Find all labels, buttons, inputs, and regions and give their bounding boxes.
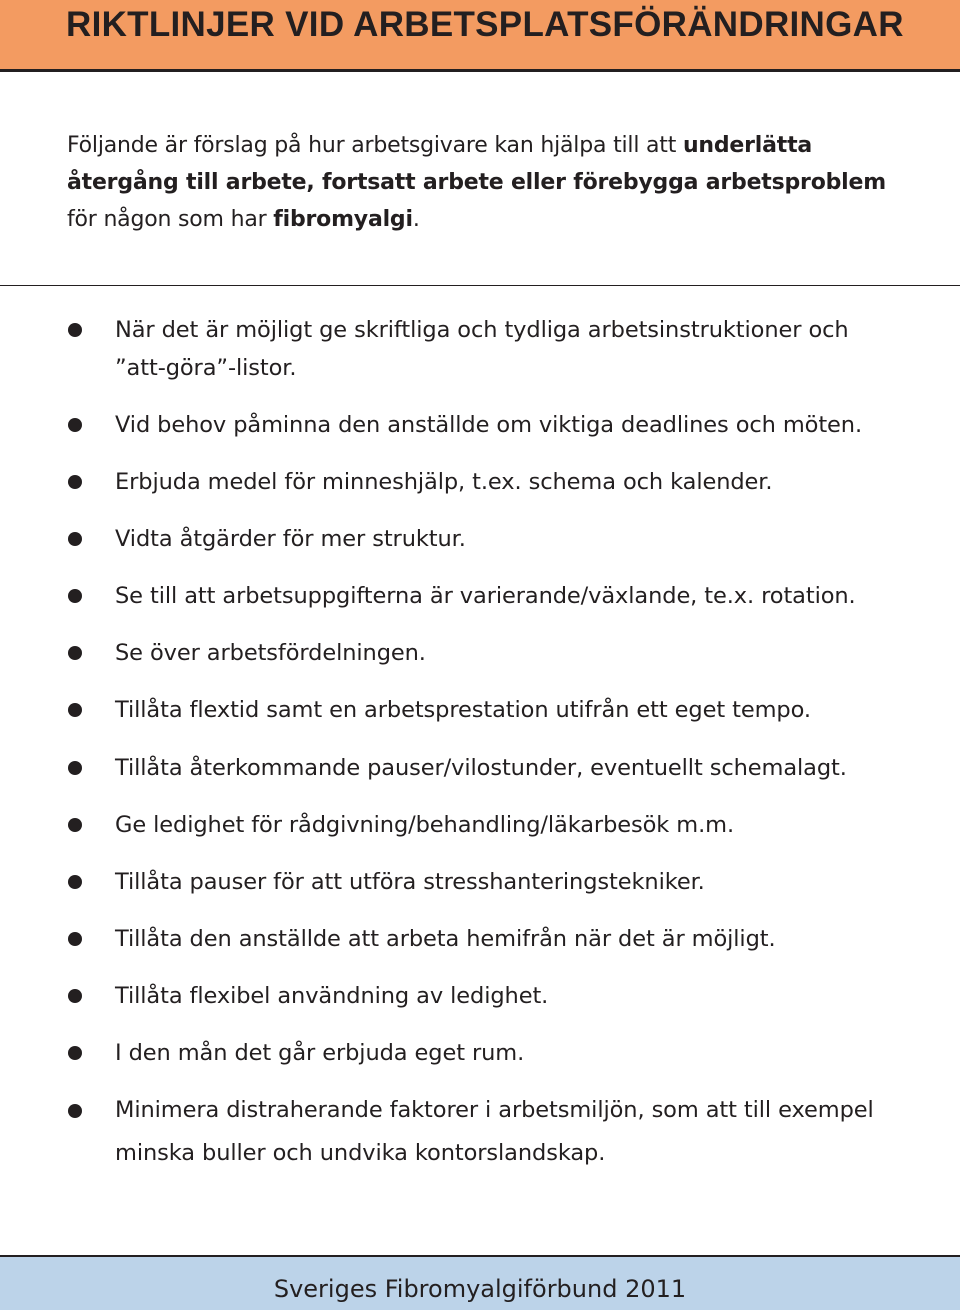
bullet-icon bbox=[68, 323, 82, 337]
list-item-text: Minimera distraherande faktorer i arbetsmiljön, som att till exempel minska buller och undvika kontorslandskap. bbox=[115, 1097, 874, 1166]
bullet-icon bbox=[68, 418, 82, 432]
list-item-text: Tillåta pauser för att utföra stresshanteringstekniker. bbox=[115, 869, 705, 895]
intro-text-3: . bbox=[412, 207, 420, 232]
bullet-icon bbox=[68, 932, 82, 946]
intro-emphasis-2: fibromyalgi bbox=[273, 207, 413, 232]
list-item-text: Erbjuda medel för minneshjälp, t.ex. schema och kalender. bbox=[115, 469, 773, 495]
bullet-icon bbox=[68, 989, 82, 1003]
list-item-text: Vid behov påminna den anställde om viktiga deadlines och möten. bbox=[115, 412, 863, 438]
intro-paragraph bbox=[67, 127, 907, 238]
bullet-icon bbox=[68, 1046, 82, 1060]
list-item-text: Tillåta flexibel användning av ledighet. bbox=[115, 983, 549, 1009]
list-item-text: Tillåta den anställde att arbeta hemifrån när det är möjligt. bbox=[115, 926, 776, 952]
list-item-text: Tillåta återkommande pauser/vilostunder, eventuellt schemalagt. bbox=[115, 755, 847, 781]
bullet-icon bbox=[68, 589, 82, 603]
bullet-icon bbox=[68, 761, 82, 775]
list-item-text: Se över arbetsfördelningen. bbox=[115, 640, 426, 666]
intro-text-2: för någon som har bbox=[67, 207, 274, 232]
bullet-icon bbox=[68, 1104, 82, 1118]
footer-text: Sveriges Fibromyalgiförbund 2011 bbox=[273, 1275, 687, 1303]
list-item-text: Se till att arbetsuppgifterna är varierande/växlande, te.x. rotation. bbox=[115, 583, 856, 609]
page-title: RIKTLINJER VID ARBETSPLATSFÖRÄNDRINGAR bbox=[66, 5, 904, 44]
list-item-text: Ge ledighet för rådgivning/behandling/läkarbesök m.m. bbox=[115, 812, 734, 838]
list-item-text: Tillåta flextid samt en arbetsprestation utifrån ett eget tempo. bbox=[115, 697, 811, 723]
bullet-icon bbox=[68, 818, 82, 832]
section-divider bbox=[0, 285, 960, 286]
bullet-icon bbox=[68, 475, 82, 489]
intro-emphasis-1: underlätta återgång till arbete, fortsatt arbete eller förebygga arbetsproblem bbox=[67, 133, 886, 195]
bullet-icon bbox=[68, 646, 82, 660]
bullet-icon bbox=[68, 532, 82, 546]
bullet-icon bbox=[68, 875, 82, 889]
intro-text-1: Följande är förslag på hur arbetsgivare kan hjälpa till att bbox=[67, 133, 683, 158]
list-item-text: När det är möjligt ge skriftliga och tydliga arbetsinstruktioner och ”att-göra”-listor. bbox=[115, 317, 849, 381]
page-header bbox=[0, 0, 960, 72]
bullet-icon bbox=[68, 703, 82, 717]
list-item-text: Vidta åtgärder för mer struktur. bbox=[115, 526, 466, 552]
page-footer bbox=[0, 1255, 960, 1310]
list-item-text: I den mån det går erbjuda eget rum. bbox=[115, 1040, 525, 1066]
